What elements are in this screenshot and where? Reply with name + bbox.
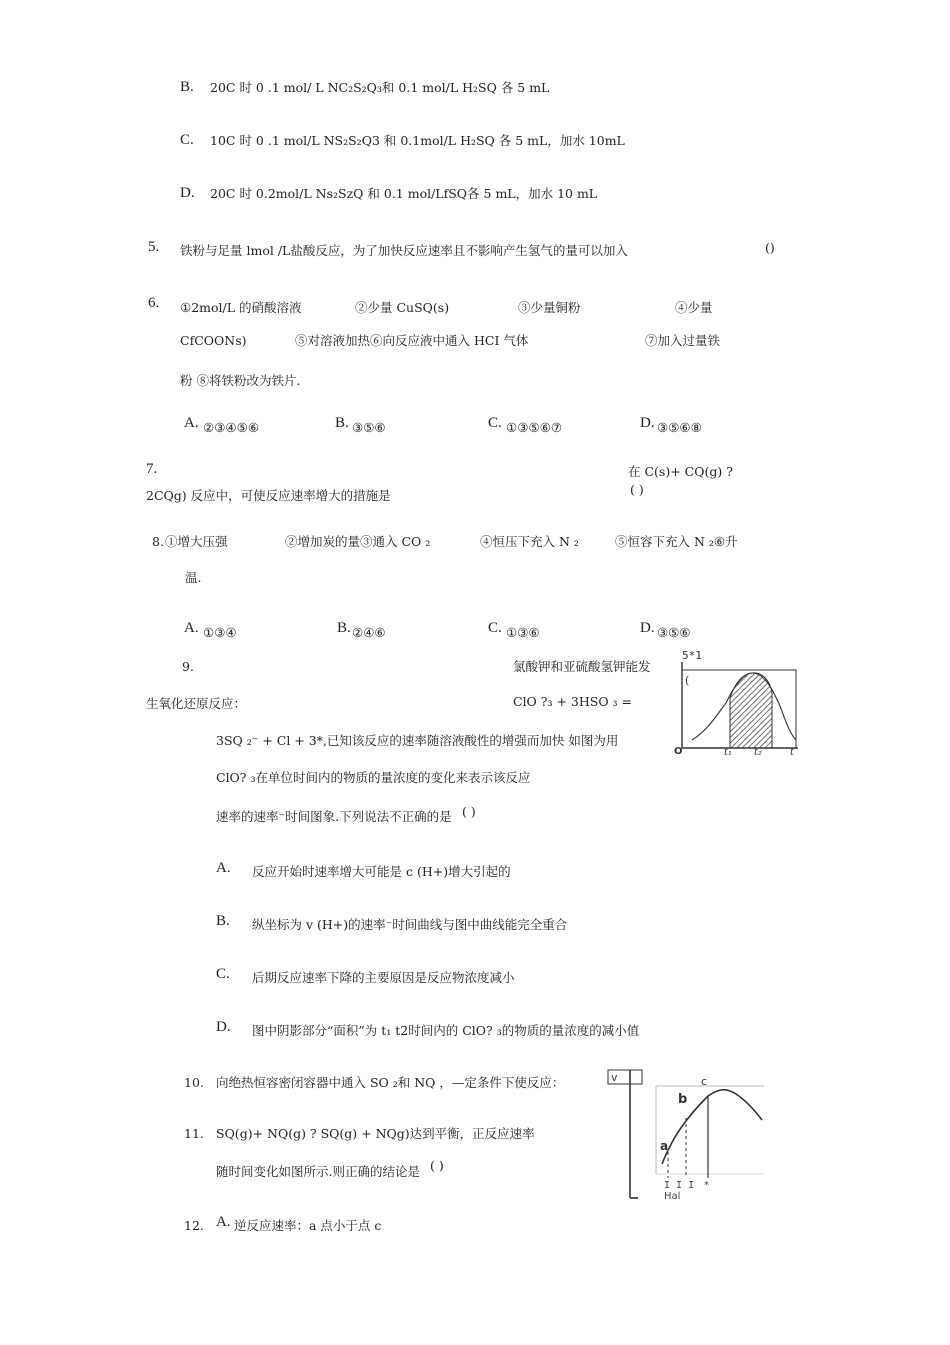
q10-text: 向绝热恒容密闭容器中通入 SO ₂和 NQ ，—定条件下使反应： bbox=[216, 1075, 565, 1090]
q9-option-b-label: B. bbox=[216, 913, 230, 929]
q5-answer-paren: () bbox=[765, 240, 775, 255]
q8-option-c-text: ①③⑥ bbox=[506, 625, 540, 640]
q9-line-2: 3SQ ₂⁻ + Cl + 3*,已知该反应的速率随溶液酸性的增强而加快 如图为用 bbox=[216, 733, 619, 748]
q9-line-3: ClO? ₃在单位时间内的物质的量浓度的变化来表示该反应 bbox=[216, 770, 531, 785]
q8-option-d-label: D. bbox=[640, 620, 655, 636]
q7-reaction: 在 C(s)+ CQ(g) ? bbox=[628, 464, 733, 479]
q9-fig-paren: ( bbox=[685, 674, 690, 687]
q9-option-a-label: A. bbox=[216, 860, 231, 876]
q4-option-b-label: B. bbox=[180, 79, 194, 95]
q11-point-b: b bbox=[678, 1092, 688, 1107]
q4-option-c-label: C. bbox=[180, 132, 194, 148]
q8-option-a-label: A. bbox=[184, 620, 199, 636]
q6-item-3: ③少量铜粉 bbox=[518, 300, 581, 315]
q4-option-d-label: D. bbox=[180, 185, 195, 201]
q9-option-a-text: 反应开始时速率增大可能是 c (H+)增大引起的 bbox=[252, 864, 511, 879]
q11-star-mark: * bbox=[704, 1180, 709, 1191]
q8-option-b-label: B. bbox=[337, 620, 351, 636]
q4-option-c-text: 10C 时 0 .1 mol/L NS₂S₂Q3 和 0.1mol/L H₂SQ 各 5 mL，加水 10mL bbox=[210, 133, 625, 148]
q9-fig-origin: O bbox=[674, 746, 683, 756]
q6-item-1: ①2mol/L 的硝酸溶液 bbox=[180, 300, 302, 315]
q6-option-a-text: ②③④⑤⑥ bbox=[203, 420, 260, 435]
q11-number: 11. bbox=[184, 1126, 204, 1141]
q11-rate-figure bbox=[606, 1066, 766, 1200]
q6-option-c-label: C. bbox=[488, 415, 502, 431]
q8-item-2-3: ②增加炭的量③通入 CO ₂ bbox=[285, 534, 431, 549]
q9-option-c-text: 后期反应速率下降的主要原因是反应物浓度减小 bbox=[252, 970, 515, 985]
q8-option-d-text: ③⑤⑥ bbox=[657, 625, 691, 640]
q11-rate-curve bbox=[662, 1090, 762, 1164]
q8-option-a-text: ①③④ bbox=[203, 625, 237, 640]
q9-number: 9. bbox=[182, 659, 194, 674]
q7-answer-paren: ( ) bbox=[630, 482, 644, 497]
q8-number: 8. bbox=[152, 534, 164, 549]
q6-item-4-cont: CfCOONs) bbox=[180, 333, 247, 348]
q10-number: 10. bbox=[184, 1075, 204, 1090]
q11-bottom-label: Hal bbox=[664, 1191, 681, 1200]
q11-point-a: a bbox=[660, 1139, 669, 1153]
q9-option-d-label: D. bbox=[216, 1019, 231, 1035]
q4-option-b-text: 20C 时 0 .1 mol/ L NC₂S₂Q₃和 0.1 mol/L H₂SQ 各 5 mL bbox=[210, 80, 550, 95]
q6-option-b-text: ③⑤⑥ bbox=[352, 420, 386, 435]
q9-line-4: 速率的速率⁻时间图象.下列说法不正确的是 bbox=[216, 809, 452, 824]
q11-point-c: c bbox=[701, 1075, 708, 1088]
q9-rate-time-figure bbox=[672, 648, 802, 756]
q9-equation: ClO ?₃ + 3HSO ₃ = bbox=[513, 694, 633, 709]
q4-option-d-text: 20C 时 0.2mol/L Ns₂SzQ 和 0.1 mol/LfSQ各 5 mL，加水 10 mL bbox=[210, 186, 598, 201]
q6-item-5-6: ⑤对溶液加热⑥向反应液中通入 HCI 气体 bbox=[295, 333, 529, 348]
q6-item-7: ⑦加入过量铁 bbox=[645, 333, 721, 348]
q7-number: 7. bbox=[146, 461, 158, 477]
q9-answer-paren: ( ) bbox=[462, 804, 476, 819]
q6-number: 6. bbox=[148, 295, 160, 311]
q6-option-b-label: B. bbox=[335, 415, 349, 431]
q11-answer-paren: ( ) bbox=[430, 1158, 444, 1173]
q6-item-2: ②少量 CuSQ(s) bbox=[355, 300, 450, 315]
q6-option-d-label: D. bbox=[640, 415, 655, 431]
q6-option-c-text: ①③⑤⑥⑦ bbox=[506, 420, 563, 435]
q8-item-4: ④恒压下充入 N ₂ bbox=[480, 534, 579, 549]
q8-option-b-text: ②④⑥ bbox=[352, 625, 386, 640]
q6-item-4: ④少量 bbox=[675, 300, 713, 315]
q9-fig-t: t bbox=[790, 747, 795, 756]
q8-item-5-6: ⑤恒容下充入 N ₂⑥升 bbox=[615, 534, 738, 549]
q11-text: SQ(g)+ NQ(g) ? SQ(g) + NQg)达到平衡，正反应速率 bbox=[216, 1126, 535, 1141]
q9-fig-top-label: 5*1 bbox=[682, 649, 702, 662]
q11-line-2: 随时间变化如图所示.则正确的结论是 bbox=[216, 1164, 420, 1179]
q9-line-1: 生氧化还原反应： bbox=[146, 696, 247, 711]
q9-intro: 氯酸钾和亚硫酸氢钾能发 bbox=[513, 659, 651, 674]
q9-option-b-text: 纵坐标为 v (H+)的速率⁻时间曲线与图中曲线能完全重合 bbox=[252, 917, 568, 932]
q9-option-c-label: C. bbox=[216, 966, 230, 982]
q8-item-6-cont: 温. bbox=[185, 570, 202, 585]
q7-text: 2CQg) 反应中，可使反应速率增大的措施是 bbox=[146, 488, 391, 503]
q6-option-a-label: A. bbox=[184, 415, 199, 431]
q9-fig-t2: t₂ bbox=[754, 747, 763, 756]
q12-number: 12. bbox=[184, 1218, 204, 1233]
q9-fig-t1: t₁ bbox=[724, 747, 733, 756]
q6-item-7-8: 粉 ⑧将铁粉改为铁片. bbox=[180, 373, 301, 388]
q5-text: 铁粉与足量 lmol /L盐酸反应，为了加快反应速率且不影响产生氢气的量可以加入 bbox=[180, 243, 628, 258]
q5-number: 5. bbox=[148, 239, 160, 255]
q12-option-a-label: A. bbox=[216, 1214, 231, 1230]
q11-v-label: v bbox=[611, 1071, 618, 1084]
q8-item-1: ①增大压强 bbox=[165, 534, 228, 549]
q12-option-a-text: 逆反应速率：a 点小于点 c bbox=[234, 1218, 382, 1233]
q11-tick-marks: I I I bbox=[664, 1180, 695, 1191]
q9-option-d-text: 图中阴影部分“面积”为 t₁ t2时间内的 ClO? ₃的物质的量浓度的减小值 bbox=[252, 1023, 640, 1038]
q6-option-d-text: ③⑤⑥⑧ bbox=[657, 420, 702, 435]
q8-option-c-label: C. bbox=[488, 620, 502, 636]
